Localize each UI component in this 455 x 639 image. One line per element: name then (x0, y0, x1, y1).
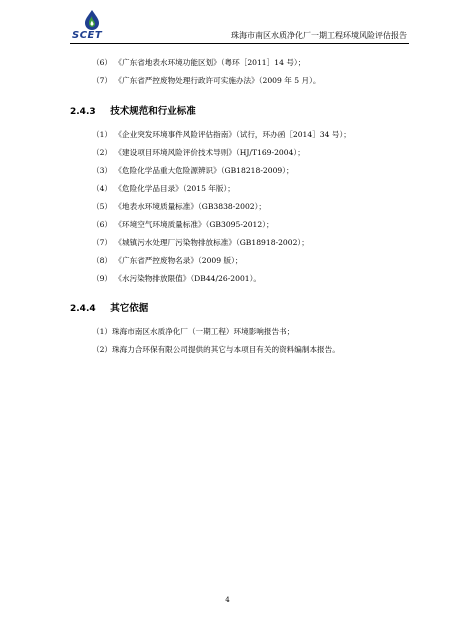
list-item: （7） 《城镇污水处理厂污染物排放标准》（GB18918-2002）； (92, 238, 309, 247)
list-item: （2）珠海力合环保有限公司提供的其它与本项目有关的资料编制本报告。 (92, 345, 340, 354)
list-item: （6） 《环境空气环境质量标准》（GB3095-2012）； (92, 220, 274, 229)
section-title: 技术规范和行业标准 (110, 106, 196, 117)
section-number: 2.4.4 (70, 304, 96, 314)
header-title: 珠海市南区水质净化厂一期工程环境风险评估报告 (231, 31, 407, 40)
list-item: （5） 《地表水环境质量标准》（GB3838-2002）； (92, 202, 267, 211)
header-divider (70, 43, 409, 44)
company-logo (72, 9, 112, 43)
list-item: （4） 《危险化学品目录》（2015 年版）； (92, 184, 235, 193)
section-heading-244 (70, 300, 148, 314)
section-heading-243 (70, 103, 196, 117)
list-item: （9） 《水污染物排放限值》（DB44/26-2001）。 (92, 274, 261, 283)
list-item: （7） 《广东省严控废物处理行政许可实施办法》（2009 年 5 月）。 (92, 76, 321, 85)
page-number: 4 (225, 596, 230, 604)
list-item: （1）珠海市南区水质净化厂（一期工程）环境影响报告书； (92, 327, 295, 336)
list-item: （2） 《建设项目环境风险评价技术导则》（HJ/T169-2004）； (92, 148, 305, 157)
droplet-logo-icon (80, 9, 104, 31)
list-item: （6） 《广东省地表水环境功能区划》（粤环［2011］14 号）； (92, 58, 306, 67)
list-item: （8） 《广东省严控废物名录》（2009 版）； (92, 256, 243, 265)
logo-text: SCET (72, 30, 103, 41)
list-item: （1） 《企业突发环境事件风险评估指南》（试行，环办函［2014］34 号）； (92, 130, 351, 139)
section-title: 其它依据 (110, 303, 149, 314)
list-item: （3） 《危险化学品重大危险源辨识》（GB18218-2009）； (92, 166, 294, 175)
section-number: 2.4.3 (70, 107, 96, 117)
